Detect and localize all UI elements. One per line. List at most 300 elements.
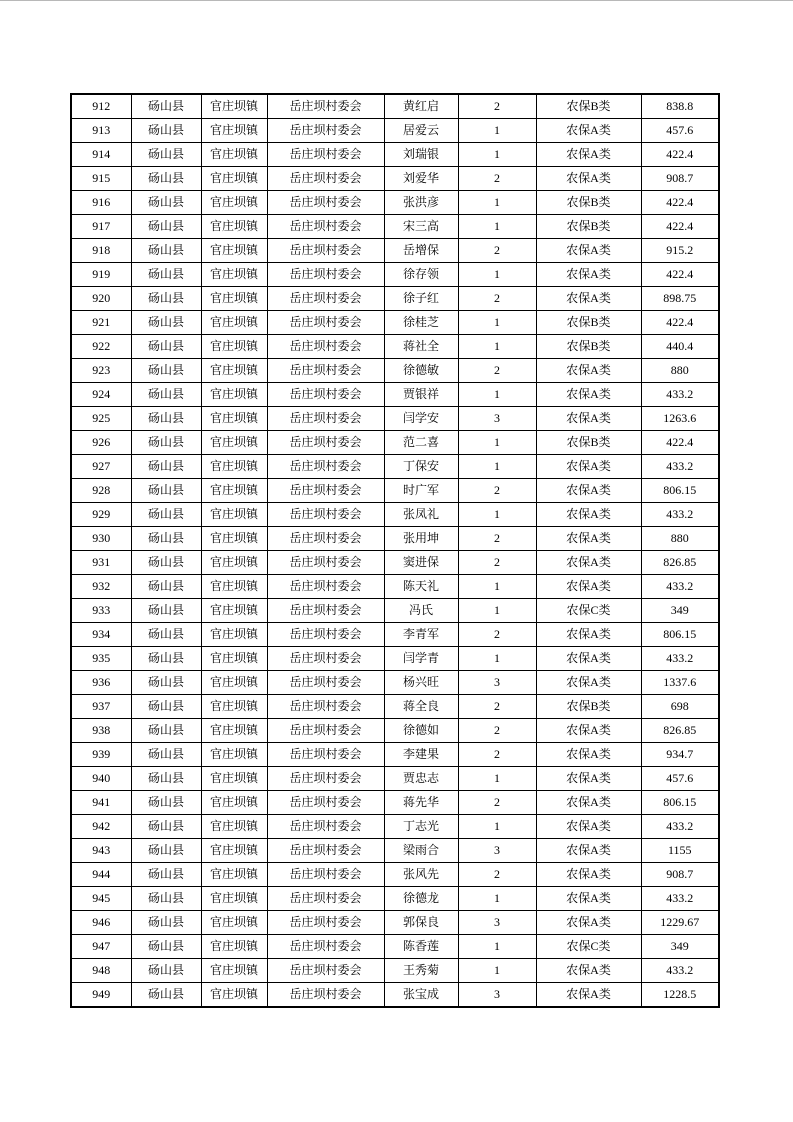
amount-cell: 826.85 bbox=[641, 551, 719, 575]
amount-cell: 433.2 bbox=[641, 383, 719, 407]
person-count-cell: 1 bbox=[458, 815, 536, 839]
village-cell: 岳庄坝村委会 bbox=[267, 191, 384, 215]
town-cell: 官庄坝镇 bbox=[201, 767, 267, 791]
county-cell: 砀山县 bbox=[131, 767, 201, 791]
town-cell: 官庄坝镇 bbox=[201, 94, 267, 119]
person-count-cell: 2 bbox=[458, 623, 536, 647]
person-count-cell: 1 bbox=[458, 599, 536, 623]
amount-cell: 433.2 bbox=[641, 575, 719, 599]
name-cell: 蒋先华 bbox=[384, 791, 458, 815]
seq-cell: 943 bbox=[71, 839, 131, 863]
insurance-category-cell: 农保A类 bbox=[536, 887, 641, 911]
insurance-category-cell: 农保A类 bbox=[536, 767, 641, 791]
table-row bbox=[71, 983, 719, 1008]
insurance-category-cell: 农保A类 bbox=[536, 359, 641, 383]
table-row bbox=[71, 455, 719, 479]
amount-cell: 433.2 bbox=[641, 503, 719, 527]
seq-cell: 940 bbox=[71, 767, 131, 791]
county-cell: 砀山县 bbox=[131, 551, 201, 575]
table-row bbox=[71, 959, 719, 983]
amount-cell: 898.75 bbox=[641, 287, 719, 311]
person-count-cell: 1 bbox=[458, 959, 536, 983]
seq-cell: 928 bbox=[71, 479, 131, 503]
amount-cell: 1229.67 bbox=[641, 911, 719, 935]
village-cell: 岳庄坝村委会 bbox=[267, 647, 384, 671]
town-cell: 官庄坝镇 bbox=[201, 743, 267, 767]
insurance-category-cell: 农保A类 bbox=[536, 743, 641, 767]
insurance-category-cell: 农保A类 bbox=[536, 167, 641, 191]
town-cell: 官庄坝镇 bbox=[201, 671, 267, 695]
person-count-cell: 2 bbox=[458, 527, 536, 551]
amount-cell: 908.7 bbox=[641, 863, 719, 887]
amount-cell: 422.4 bbox=[641, 215, 719, 239]
town-cell: 官庄坝镇 bbox=[201, 959, 267, 983]
seq-cell: 937 bbox=[71, 695, 131, 719]
amount-cell: 826.85 bbox=[641, 719, 719, 743]
table-row bbox=[71, 935, 719, 959]
amount-cell: 908.7 bbox=[641, 167, 719, 191]
name-cell: 窦进保 bbox=[384, 551, 458, 575]
seq-cell: 944 bbox=[71, 863, 131, 887]
table-row bbox=[71, 94, 719, 119]
amount-cell: 915.2 bbox=[641, 239, 719, 263]
table-row bbox=[71, 167, 719, 191]
village-cell: 岳庄坝村委会 bbox=[267, 791, 384, 815]
table-row bbox=[71, 839, 719, 863]
table-row bbox=[71, 743, 719, 767]
village-cell: 岳庄坝村委会 bbox=[267, 455, 384, 479]
person-count-cell: 2 bbox=[458, 359, 536, 383]
amount-cell: 422.4 bbox=[641, 143, 719, 167]
village-cell: 岳庄坝村委会 bbox=[267, 359, 384, 383]
county-cell: 砀山县 bbox=[131, 695, 201, 719]
person-count-cell: 1 bbox=[458, 647, 536, 671]
village-cell: 岳庄坝村委会 bbox=[267, 719, 384, 743]
town-cell: 官庄坝镇 bbox=[201, 791, 267, 815]
name-cell: 张凤礼 bbox=[384, 503, 458, 527]
county-cell: 砀山县 bbox=[131, 479, 201, 503]
amount-cell: 880 bbox=[641, 527, 719, 551]
insurance-category-cell: 农保B类 bbox=[536, 215, 641, 239]
village-cell: 岳庄坝村委会 bbox=[267, 767, 384, 791]
amount-cell: 422.4 bbox=[641, 263, 719, 287]
seq-cell: 939 bbox=[71, 743, 131, 767]
village-cell: 岳庄坝村委会 bbox=[267, 479, 384, 503]
town-cell: 官庄坝镇 bbox=[201, 503, 267, 527]
seq-cell: 923 bbox=[71, 359, 131, 383]
county-cell: 砀山县 bbox=[131, 359, 201, 383]
name-cell: 李青军 bbox=[384, 623, 458, 647]
county-cell: 砀山县 bbox=[131, 287, 201, 311]
insurance-category-cell: 农保B类 bbox=[536, 311, 641, 335]
table-row bbox=[71, 335, 719, 359]
county-cell: 砀山县 bbox=[131, 743, 201, 767]
village-cell: 岳庄坝村委会 bbox=[267, 215, 384, 239]
county-cell: 砀山县 bbox=[131, 791, 201, 815]
table-row bbox=[71, 911, 719, 935]
table-row bbox=[71, 671, 719, 695]
county-cell: 砀山县 bbox=[131, 119, 201, 143]
table-row bbox=[71, 623, 719, 647]
village-cell: 岳庄坝村委会 bbox=[267, 527, 384, 551]
county-cell: 砀山县 bbox=[131, 527, 201, 551]
town-cell: 官庄坝镇 bbox=[201, 335, 267, 359]
town-cell: 官庄坝镇 bbox=[201, 359, 267, 383]
county-cell: 砀山县 bbox=[131, 335, 201, 359]
insurance-category-cell: 农保A类 bbox=[536, 911, 641, 935]
seq-cell: 912 bbox=[71, 94, 131, 119]
town-cell: 官庄坝镇 bbox=[201, 167, 267, 191]
town-cell: 官庄坝镇 bbox=[201, 863, 267, 887]
town-cell: 官庄坝镇 bbox=[201, 839, 267, 863]
village-cell: 岳庄坝村委会 bbox=[267, 383, 384, 407]
payment-table bbox=[70, 93, 720, 1008]
town-cell: 官庄坝镇 bbox=[201, 479, 267, 503]
town-cell: 官庄坝镇 bbox=[201, 935, 267, 959]
person-count-cell: 2 bbox=[458, 719, 536, 743]
person-count-cell: 2 bbox=[458, 863, 536, 887]
amount-cell: 457.6 bbox=[641, 767, 719, 791]
seq-cell: 918 bbox=[71, 239, 131, 263]
name-cell: 郭保良 bbox=[384, 911, 458, 935]
village-cell: 岳庄坝村委会 bbox=[267, 983, 384, 1008]
village-cell: 岳庄坝村委会 bbox=[267, 287, 384, 311]
person-count-cell: 2 bbox=[458, 695, 536, 719]
town-cell: 官庄坝镇 bbox=[201, 191, 267, 215]
insurance-category-cell: 农保A类 bbox=[536, 503, 641, 527]
town-cell: 官庄坝镇 bbox=[201, 815, 267, 839]
town-cell: 官庄坝镇 bbox=[201, 119, 267, 143]
person-count-cell: 1 bbox=[458, 383, 536, 407]
county-cell: 砀山县 bbox=[131, 623, 201, 647]
county-cell: 砀山县 bbox=[131, 383, 201, 407]
amount-cell: 433.2 bbox=[641, 959, 719, 983]
person-count-cell: 3 bbox=[458, 839, 536, 863]
name-cell: 徐德如 bbox=[384, 719, 458, 743]
insurance-category-cell: 农保A类 bbox=[536, 719, 641, 743]
table-row bbox=[71, 407, 719, 431]
amount-cell: 806.15 bbox=[641, 791, 719, 815]
seq-cell: 926 bbox=[71, 431, 131, 455]
table-row bbox=[71, 479, 719, 503]
amount-cell: 1263.6 bbox=[641, 407, 719, 431]
town-cell: 官庄坝镇 bbox=[201, 719, 267, 743]
amount-cell: 1155 bbox=[641, 839, 719, 863]
name-cell: 贾忠志 bbox=[384, 767, 458, 791]
name-cell: 居爱云 bbox=[384, 119, 458, 143]
person-count-cell: 2 bbox=[458, 743, 536, 767]
village-cell: 岳庄坝村委会 bbox=[267, 959, 384, 983]
person-count-cell: 1 bbox=[458, 935, 536, 959]
amount-cell: 1228.5 bbox=[641, 983, 719, 1008]
table-row bbox=[71, 647, 719, 671]
amount-cell: 806.15 bbox=[641, 623, 719, 647]
amount-cell: 457.6 bbox=[641, 119, 719, 143]
town-cell: 官庄坝镇 bbox=[201, 695, 267, 719]
village-cell: 岳庄坝村委会 bbox=[267, 743, 384, 767]
amount-cell: 934.7 bbox=[641, 743, 719, 767]
county-cell: 砀山县 bbox=[131, 143, 201, 167]
insurance-category-cell: 农保A类 bbox=[536, 263, 641, 287]
seq-cell: 917 bbox=[71, 215, 131, 239]
table-row bbox=[71, 695, 719, 719]
village-cell: 岳庄坝村委会 bbox=[267, 887, 384, 911]
person-count-cell: 2 bbox=[458, 239, 536, 263]
amount-cell: 440.4 bbox=[641, 335, 719, 359]
table-row bbox=[71, 263, 719, 287]
insurance-category-cell: 农保A类 bbox=[536, 959, 641, 983]
county-cell: 砀山县 bbox=[131, 431, 201, 455]
table-row bbox=[71, 287, 719, 311]
village-cell: 岳庄坝村委会 bbox=[267, 335, 384, 359]
name-cell: 蒋社全 bbox=[384, 335, 458, 359]
amount-cell: 422.4 bbox=[641, 191, 719, 215]
table-row bbox=[71, 551, 719, 575]
person-count-cell: 1 bbox=[458, 191, 536, 215]
table-row bbox=[71, 143, 719, 167]
person-count-cell: 1 bbox=[458, 503, 536, 527]
name-cell: 岳增保 bbox=[384, 239, 458, 263]
town-cell: 官庄坝镇 bbox=[201, 407, 267, 431]
amount-cell: 698 bbox=[641, 695, 719, 719]
town-cell: 官庄坝镇 bbox=[201, 311, 267, 335]
insurance-category-cell: 农保C类 bbox=[536, 935, 641, 959]
seq-cell: 919 bbox=[71, 263, 131, 287]
amount-cell: 422.4 bbox=[641, 311, 719, 335]
person-count-cell: 2 bbox=[458, 551, 536, 575]
payment-table-body bbox=[71, 94, 719, 1007]
insurance-category-cell: 农保A类 bbox=[536, 479, 641, 503]
seq-cell: 915 bbox=[71, 167, 131, 191]
town-cell: 官庄坝镇 bbox=[201, 263, 267, 287]
village-cell: 岳庄坝村委会 bbox=[267, 575, 384, 599]
person-count-cell: 1 bbox=[458, 455, 536, 479]
person-count-cell: 3 bbox=[458, 983, 536, 1008]
person-count-cell: 2 bbox=[458, 287, 536, 311]
name-cell: 张风先 bbox=[384, 863, 458, 887]
village-cell: 岳庄坝村委会 bbox=[267, 839, 384, 863]
village-cell: 岳庄坝村委会 bbox=[267, 599, 384, 623]
insurance-category-cell: 农保A类 bbox=[536, 863, 641, 887]
insurance-category-cell: 农保A类 bbox=[536, 143, 641, 167]
insurance-category-cell: 农保B类 bbox=[536, 431, 641, 455]
name-cell: 徐德敏 bbox=[384, 359, 458, 383]
name-cell: 徐桂芝 bbox=[384, 311, 458, 335]
village-cell: 岳庄坝村委会 bbox=[267, 94, 384, 119]
name-cell: 黄红启 bbox=[384, 94, 458, 119]
seq-cell: 914 bbox=[71, 143, 131, 167]
seq-cell: 929 bbox=[71, 503, 131, 527]
name-cell: 徐德龙 bbox=[384, 887, 458, 911]
village-cell: 岳庄坝村委会 bbox=[267, 623, 384, 647]
table-row bbox=[71, 863, 719, 887]
county-cell: 砀山县 bbox=[131, 191, 201, 215]
insurance-category-cell: 农保B类 bbox=[536, 335, 641, 359]
seq-cell: 930 bbox=[71, 527, 131, 551]
person-count-cell: 1 bbox=[458, 263, 536, 287]
seq-cell: 938 bbox=[71, 719, 131, 743]
seq-cell: 913 bbox=[71, 119, 131, 143]
village-cell: 岳庄坝村委会 bbox=[267, 815, 384, 839]
insurance-category-cell: 农保C类 bbox=[536, 599, 641, 623]
insurance-category-cell: 农保A类 bbox=[536, 647, 641, 671]
page-top-edge bbox=[0, 0, 793, 1]
town-cell: 官庄坝镇 bbox=[201, 215, 267, 239]
seq-cell: 921 bbox=[71, 311, 131, 335]
county-cell: 砀山县 bbox=[131, 839, 201, 863]
seq-cell: 947 bbox=[71, 935, 131, 959]
seq-cell: 945 bbox=[71, 887, 131, 911]
county-cell: 砀山县 bbox=[131, 407, 201, 431]
insurance-category-cell: 农保A类 bbox=[536, 623, 641, 647]
town-cell: 官庄坝镇 bbox=[201, 287, 267, 311]
name-cell: 贾银祥 bbox=[384, 383, 458, 407]
village-cell: 岳庄坝村委会 bbox=[267, 239, 384, 263]
county-cell: 砀山县 bbox=[131, 263, 201, 287]
insurance-category-cell: 农保A类 bbox=[536, 815, 641, 839]
insurance-category-cell: 农保B类 bbox=[536, 695, 641, 719]
insurance-category-cell: 农保A类 bbox=[536, 119, 641, 143]
person-count-cell: 1 bbox=[458, 335, 536, 359]
seq-cell: 931 bbox=[71, 551, 131, 575]
town-cell: 官庄坝镇 bbox=[201, 431, 267, 455]
table-row bbox=[71, 239, 719, 263]
name-cell: 张洪彦 bbox=[384, 191, 458, 215]
table-row bbox=[71, 815, 719, 839]
village-cell: 岳庄坝村委会 bbox=[267, 119, 384, 143]
county-cell: 砀山县 bbox=[131, 575, 201, 599]
name-cell: 闫学安 bbox=[384, 407, 458, 431]
person-count-cell: 2 bbox=[458, 94, 536, 119]
county-cell: 砀山县 bbox=[131, 911, 201, 935]
seq-cell: 927 bbox=[71, 455, 131, 479]
name-cell: 陈天礼 bbox=[384, 575, 458, 599]
county-cell: 砀山县 bbox=[131, 167, 201, 191]
town-cell: 官庄坝镇 bbox=[201, 575, 267, 599]
town-cell: 官庄坝镇 bbox=[201, 455, 267, 479]
seq-cell: 934 bbox=[71, 623, 131, 647]
seq-cell: 936 bbox=[71, 671, 131, 695]
amount-cell: 349 bbox=[641, 935, 719, 959]
person-count-cell: 1 bbox=[458, 887, 536, 911]
person-count-cell: 1 bbox=[458, 215, 536, 239]
insurance-category-cell: 农保B类 bbox=[536, 94, 641, 119]
county-cell: 砀山县 bbox=[131, 455, 201, 479]
person-count-cell: 1 bbox=[458, 311, 536, 335]
table-row bbox=[71, 719, 719, 743]
county-cell: 砀山县 bbox=[131, 311, 201, 335]
amount-cell: 349 bbox=[641, 599, 719, 623]
seq-cell: 925 bbox=[71, 407, 131, 431]
insurance-category-cell: 农保A类 bbox=[536, 287, 641, 311]
person-count-cell: 1 bbox=[458, 119, 536, 143]
county-cell: 砀山县 bbox=[131, 815, 201, 839]
village-cell: 岳庄坝村委会 bbox=[267, 263, 384, 287]
name-cell: 徐子红 bbox=[384, 287, 458, 311]
person-count-cell: 1 bbox=[458, 575, 536, 599]
person-count-cell: 2 bbox=[458, 167, 536, 191]
town-cell: 官庄坝镇 bbox=[201, 527, 267, 551]
insurance-category-cell: 农保B类 bbox=[536, 191, 641, 215]
person-count-cell: 1 bbox=[458, 431, 536, 455]
name-cell: 冯氏 bbox=[384, 599, 458, 623]
table-row bbox=[71, 887, 719, 911]
county-cell: 砀山县 bbox=[131, 239, 201, 263]
village-cell: 岳庄坝村委会 bbox=[267, 167, 384, 191]
village-cell: 岳庄坝村委会 bbox=[267, 311, 384, 335]
amount-cell: 433.2 bbox=[641, 455, 719, 479]
county-cell: 砀山县 bbox=[131, 863, 201, 887]
village-cell: 岳庄坝村委会 bbox=[267, 935, 384, 959]
village-cell: 岳庄坝村委会 bbox=[267, 671, 384, 695]
name-cell: 王秀菊 bbox=[384, 959, 458, 983]
town-cell: 官庄坝镇 bbox=[201, 599, 267, 623]
insurance-category-cell: 农保A类 bbox=[536, 671, 641, 695]
county-cell: 砀山县 bbox=[131, 94, 201, 119]
person-count-cell: 3 bbox=[458, 911, 536, 935]
name-cell: 丁志光 bbox=[384, 815, 458, 839]
town-cell: 官庄坝镇 bbox=[201, 623, 267, 647]
insurance-category-cell: 农保A类 bbox=[536, 455, 641, 479]
village-cell: 岳庄坝村委会 bbox=[267, 143, 384, 167]
table-row bbox=[71, 503, 719, 527]
village-cell: 岳庄坝村委会 bbox=[267, 431, 384, 455]
insurance-category-cell: 农保A类 bbox=[536, 527, 641, 551]
seq-cell: 946 bbox=[71, 911, 131, 935]
name-cell: 丁保安 bbox=[384, 455, 458, 479]
county-cell: 砀山县 bbox=[131, 935, 201, 959]
seq-cell: 933 bbox=[71, 599, 131, 623]
amount-cell: 433.2 bbox=[641, 887, 719, 911]
seq-cell: 949 bbox=[71, 983, 131, 1008]
town-cell: 官庄坝镇 bbox=[201, 887, 267, 911]
table-row bbox=[71, 791, 719, 815]
name-cell: 张用坤 bbox=[384, 527, 458, 551]
town-cell: 官庄坝镇 bbox=[201, 143, 267, 167]
insurance-category-cell: 农保A类 bbox=[536, 407, 641, 431]
town-cell: 官庄坝镇 bbox=[201, 911, 267, 935]
village-cell: 岳庄坝村委会 bbox=[267, 407, 384, 431]
amount-cell: 422.4 bbox=[641, 431, 719, 455]
person-count-cell: 1 bbox=[458, 767, 536, 791]
amount-cell: 806.15 bbox=[641, 479, 719, 503]
name-cell: 范二喜 bbox=[384, 431, 458, 455]
insurance-category-cell: 农保A类 bbox=[536, 239, 641, 263]
name-cell: 徐存领 bbox=[384, 263, 458, 287]
county-cell: 砀山县 bbox=[131, 671, 201, 695]
seq-cell: 916 bbox=[71, 191, 131, 215]
amount-cell: 880 bbox=[641, 359, 719, 383]
county-cell: 砀山县 bbox=[131, 959, 201, 983]
village-cell: 岳庄坝村委会 bbox=[267, 551, 384, 575]
county-cell: 砀山县 bbox=[131, 503, 201, 527]
name-cell: 时广军 bbox=[384, 479, 458, 503]
county-cell: 砀山县 bbox=[131, 599, 201, 623]
seq-cell: 920 bbox=[71, 287, 131, 311]
town-cell: 官庄坝镇 bbox=[201, 551, 267, 575]
name-cell: 刘瑞银 bbox=[384, 143, 458, 167]
county-cell: 砀山县 bbox=[131, 719, 201, 743]
amount-cell: 433.2 bbox=[641, 815, 719, 839]
name-cell: 宋三高 bbox=[384, 215, 458, 239]
table-row bbox=[71, 383, 719, 407]
insurance-category-cell: 农保A类 bbox=[536, 839, 641, 863]
person-count-cell: 1 bbox=[458, 143, 536, 167]
table-row bbox=[71, 359, 719, 383]
table-row bbox=[71, 119, 719, 143]
person-count-cell: 2 bbox=[458, 791, 536, 815]
name-cell: 闫学青 bbox=[384, 647, 458, 671]
